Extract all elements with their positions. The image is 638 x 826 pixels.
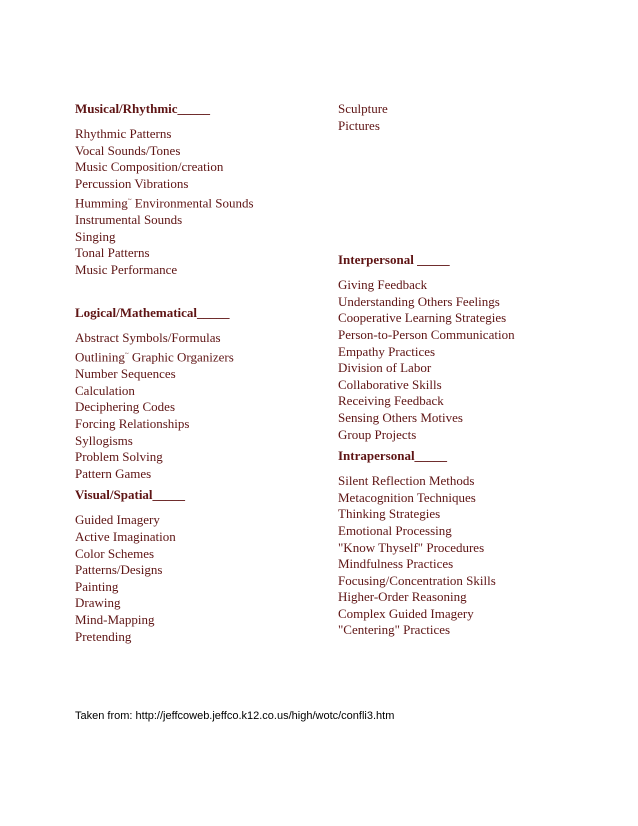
section-visual-spatial-continued xyxy=(338,101,628,134)
left-column xyxy=(75,101,325,645)
list-item: Complex Guided Imagery xyxy=(338,605,474,621)
list-item: Empathy Practices xyxy=(338,343,436,359)
list-item: Sculpture xyxy=(338,101,388,116)
list-item: Number Sequences xyxy=(75,366,176,382)
section-interpersonal xyxy=(338,252,628,443)
list-item: Rhythmic Patterns xyxy=(75,126,172,141)
tilde-mark: ~ xyxy=(124,350,129,359)
list-item: Music Composition/creation xyxy=(75,159,224,175)
item-text: Outlining xyxy=(75,349,125,365)
section-logical-mathematical xyxy=(75,305,325,483)
list-item: Thinking Strategies xyxy=(338,506,441,522)
list-item: Silent Reflection Methods xyxy=(338,473,475,489)
list-item: Focusing/Concentration Skills xyxy=(338,572,496,588)
item-list xyxy=(75,512,325,645)
list-item: Tonal Patterns xyxy=(75,245,150,261)
section-musical-rhythmic xyxy=(75,101,325,279)
list-item: Division of Labor xyxy=(338,360,432,376)
list-item: Syllogisms xyxy=(75,432,133,448)
list-item: Abstract Symbols/Formulas xyxy=(75,329,221,345)
list-item: Sensing Others Motives xyxy=(338,409,463,425)
list-item: Pictures xyxy=(338,117,380,133)
list-item: "Know Thyself" Procedures xyxy=(338,539,485,555)
tilde-mark: ~ xyxy=(127,196,132,205)
section-intrapersonal xyxy=(338,448,628,639)
right-column xyxy=(338,101,628,639)
section-heading: Interpersonal _____ xyxy=(338,252,450,268)
item-list xyxy=(338,473,628,639)
list-item xyxy=(75,346,325,366)
list-item: Receiving Feedback xyxy=(338,393,444,409)
list-item: Group Projects xyxy=(338,426,417,442)
section-heading: Visual/Spatial_____ xyxy=(75,487,186,503)
list-item: Singing xyxy=(75,228,116,244)
list-item: Cooperative Learning Strategies xyxy=(338,310,507,326)
source-citation: Taken from: http://jeffcoweb.jeffco.k12.co.us/high/wotc/confli3.htm xyxy=(75,710,395,722)
section-visual-spatial xyxy=(75,487,325,645)
list-item: Pretending xyxy=(75,628,132,644)
list-item xyxy=(75,192,325,212)
list-item: Drawing xyxy=(75,595,121,611)
list-item: Forcing Relationships xyxy=(75,415,190,431)
list-item: Giving Feedback xyxy=(338,277,428,293)
list-item: "Centering" Practices xyxy=(338,622,451,638)
list-item: Percussion Vibrations xyxy=(75,175,189,191)
list-item: Mindfulness Practices xyxy=(338,556,454,572)
list-item: Mind-Mapping xyxy=(75,611,155,627)
item-text: Environmental Sounds xyxy=(131,195,254,211)
list-item: Deciphering Codes xyxy=(75,399,176,415)
list-item: Collaborative Skills xyxy=(338,376,442,392)
list-item: Vocal Sounds/Tones xyxy=(75,142,181,158)
section-heading: Musical/Rhythmic_____ xyxy=(75,101,211,116)
item-list xyxy=(75,126,325,279)
section-heading: Intrapersonal_____ xyxy=(338,448,448,464)
item-text: Humming xyxy=(75,195,128,211)
list-item: Metacognition Techniques xyxy=(338,489,476,505)
list-item: Understanding Others Feelings xyxy=(338,293,500,309)
list-item: Active Imagination xyxy=(75,528,176,544)
list-item: Person-to-Person Communication xyxy=(338,326,515,342)
list-item: Calculation xyxy=(75,382,135,398)
list-item: Instrumental Sounds xyxy=(75,212,183,228)
list-item: Music Performance xyxy=(75,262,178,278)
list-item: Painting xyxy=(75,578,119,594)
list-item: Color Schemes xyxy=(75,545,155,561)
list-item: Guided Imagery xyxy=(75,512,160,528)
item-list xyxy=(338,277,628,443)
item-list xyxy=(75,330,325,483)
list-item: Emotional Processing xyxy=(338,522,452,538)
list-item: Higher-Order Reasoning xyxy=(338,589,467,605)
item-text: Graphic Organizers xyxy=(128,349,234,365)
section-heading: Logical/Mathematical_____ xyxy=(75,304,230,320)
list-item: Patterns/Designs xyxy=(75,562,163,578)
list-item: Problem Solving xyxy=(75,449,163,465)
list-item: Pattern Games xyxy=(75,465,152,481)
